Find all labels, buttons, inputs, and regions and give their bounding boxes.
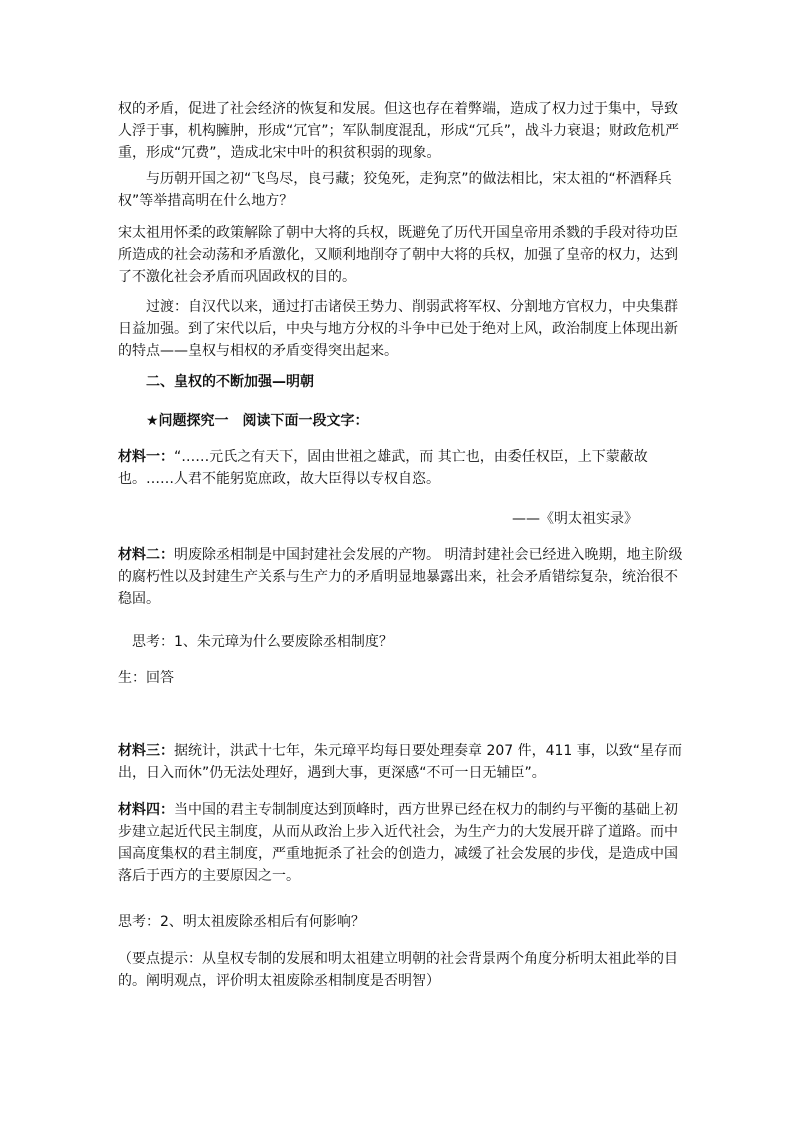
material-one xyxy=(118,446,688,490)
think-question-2: 思考：2、明太祖废除丞相后有何影响？ xyxy=(118,914,365,930)
section-heading-ming: 二、皇权的不断加强—明朝 xyxy=(146,374,314,390)
material-three-label: 材料三： xyxy=(118,743,174,759)
paragraph-transition: 过渡：自汉代以来，通过打击诸侯王势力、削弱武将军权、分割地方官权力，中央集群日益加强。到了宋代以后，中央与地方分权的斗争中已处于绝对上风，政治制度上体现出新的特点——皇权与相权的矛盾变得突出起来。 xyxy=(118,299,678,359)
student-answer: 生：回答 xyxy=(118,670,174,686)
answer-hint: （要点提示：从皇权专制的发展和明太祖建立明朝的社会背景两个角度分析明太祖此举的目的。阐明观点，评价明太祖废除丞相制度是否明智） xyxy=(118,951,678,989)
material-one-label: 材料一： xyxy=(118,449,174,465)
paragraph-question-bei-jiu: 与历朝开国之初“飞鸟尽，良弓藏；狡兔死，走狗烹”的做法相比，宋太祖的“杯酒释兵权”等举措高明在什么地方？ xyxy=(118,171,672,209)
material-two-text: 明废除丞相制是中国封建社会发展的产物。 明清封建社会已经进入晚期，地主阶级的腐朽性以及封建生产关系与生产力的矛盾明显地暴露出来，社会矛盾错综复杂，统治很不稳固。 xyxy=(118,547,683,607)
inquiry-heading: ★问题探究一 阅读下面一段文字： xyxy=(146,413,369,429)
material-four-text: 当中国的君主专制制度达到顶峰时，西方世界已经在权力的制约与平衡的基础上初步建立起近代民主制度，从而从政治上步入近代社会，为生产力的大发展开辟了道路。而中国高度集权的君主制度，严重地扼杀了社会的创造力，减缓了社会发展的步伐，是造成中国落后于西方的主要原因之一。 xyxy=(118,802,678,884)
material-two xyxy=(118,544,688,610)
material-three xyxy=(118,740,688,784)
paragraph-answer-song-taizu: 宋太祖用怀柔的政策解除了朝中大将的兵权，既避免了历代开国皇帝用杀戮的手段对待功臣所造成的社会动荡和矛盾激化，又顺利地削夺了朝中大将的兵权，加强了皇帝的权力，达到了不激化社会矛盾而巩固政权的目的。 xyxy=(118,225,678,285)
material-one-source: ——《明太祖实录》 xyxy=(512,511,638,527)
material-four-label: 材料四： xyxy=(118,802,174,818)
material-four xyxy=(118,799,688,887)
material-three-text: 据统计，洪武十七年，朱元璋平均每日要处理奏章 207 件，411 事，以致“星存而出，日入而休”仍无法处理好，遇到大事，更深感“不可一日无辅臣”。 xyxy=(118,743,683,781)
material-two-label: 材料二： xyxy=(118,547,174,563)
material-one-text: “……元氏之有天下，固由世祖之雄武，而 其亡也，由委任权臣，上下蒙蔽故也。……人君不能躬览庶政，故大臣得以专权自恣。 xyxy=(118,449,648,487)
paragraph-song-drawbacks: 权的矛盾，促进了社会经济的恢复和发展。但这也存在着弊端，造成了权力过于集中，导致人浮于事，机构臃肿，形成“冗官”；军队制度混乱，形成“冗兵”，战斗力衰退；财政危机严重，形成“冗费”，造成北宋中叶的积贫积弱的现象。 xyxy=(118,101,680,161)
think-question-1: 思考：1、朱元璋为什么要废除丞相制度？ xyxy=(132,634,393,650)
